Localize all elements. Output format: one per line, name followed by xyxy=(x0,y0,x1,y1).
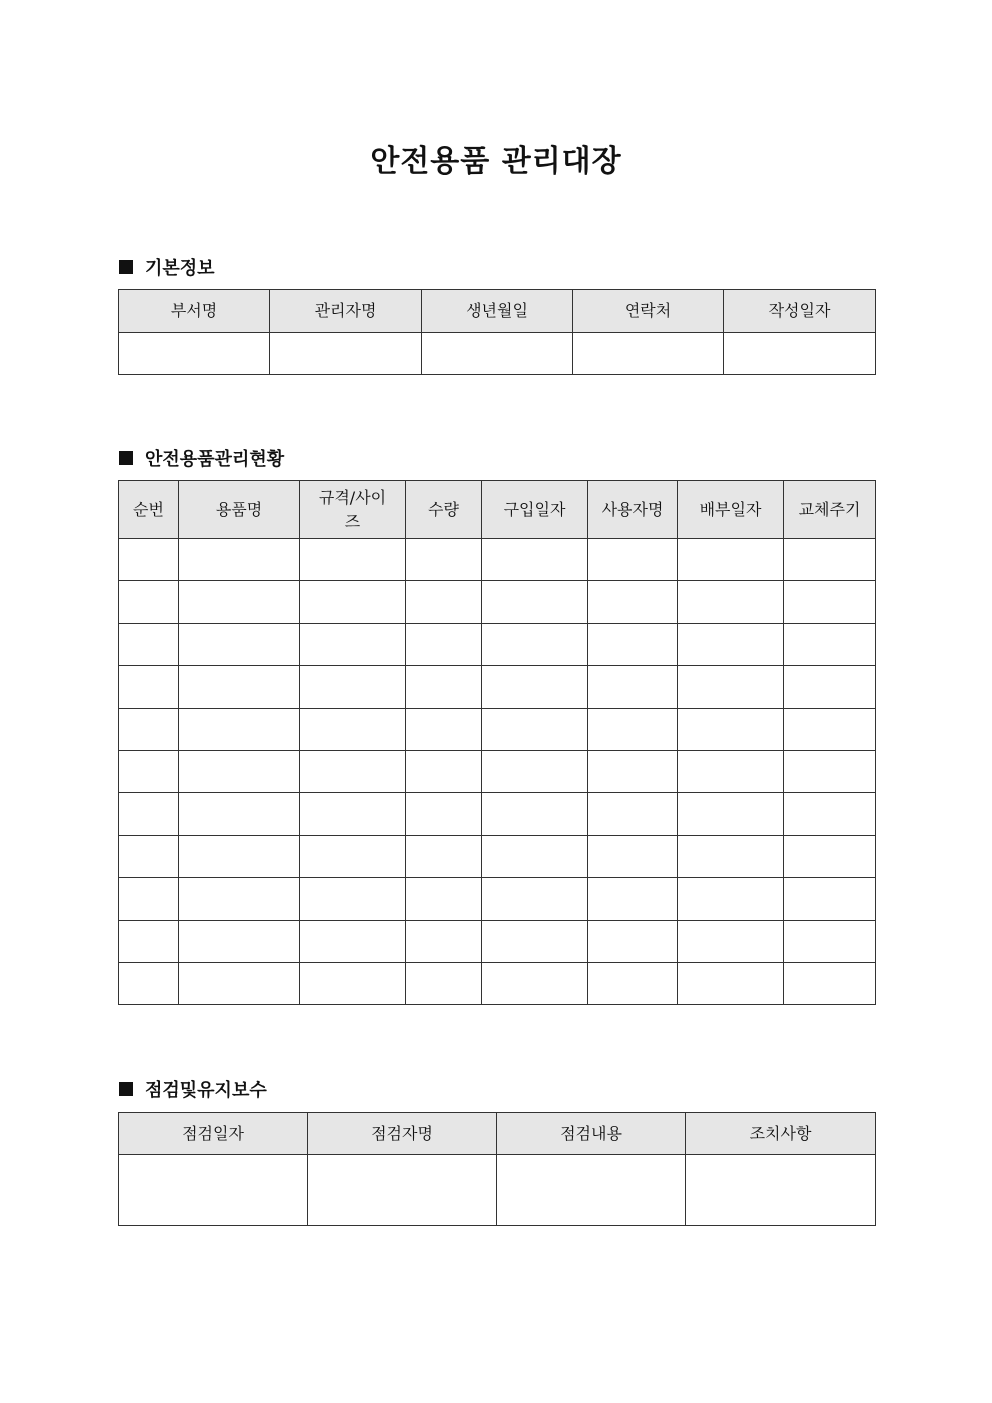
table-cell[interactable] xyxy=(784,539,876,581)
table-cell[interactable] xyxy=(482,539,588,581)
table-cell[interactable] xyxy=(678,793,784,835)
table-cell[interactable] xyxy=(588,962,678,1004)
table-cell[interactable] xyxy=(588,623,678,665)
table-row xyxy=(119,581,876,623)
table-cell[interactable] xyxy=(308,1155,497,1226)
column-header: 교체주기 xyxy=(784,481,876,539)
column-header: 부서명 xyxy=(119,290,270,333)
header-row xyxy=(119,481,876,539)
column-header: 점검일자 xyxy=(119,1113,308,1155)
square-bullet-icon xyxy=(119,451,133,465)
table-cell[interactable] xyxy=(119,920,179,962)
table-cell[interactable] xyxy=(119,581,179,623)
column-header: 사용자명 xyxy=(588,481,678,539)
table-cell[interactable] xyxy=(406,835,482,877)
section-heading: 기본정보 xyxy=(145,258,215,279)
column-header: 용품명 xyxy=(179,481,300,539)
column-header: 순번 xyxy=(119,481,179,539)
table-cell[interactable] xyxy=(179,878,300,920)
table-cell[interactable] xyxy=(678,962,784,1004)
column-header: 점검자명 xyxy=(308,1113,497,1155)
table-cell[interactable] xyxy=(482,962,588,1004)
table-cell[interactable] xyxy=(300,539,406,581)
table-cell[interactable] xyxy=(119,835,179,877)
table-cell[interactable] xyxy=(179,962,300,1004)
table-cell[interactable] xyxy=(482,666,588,708)
table-cell[interactable] xyxy=(678,920,784,962)
table-row xyxy=(119,962,876,1004)
table-cell[interactable] xyxy=(300,623,406,665)
table-cell[interactable] xyxy=(573,333,724,375)
section-heading: 안전용품관리현황 xyxy=(145,449,285,470)
table-cell[interactable] xyxy=(784,623,876,665)
table-cell[interactable] xyxy=(179,708,300,750)
table-cell[interactable] xyxy=(482,708,588,750)
table-cell[interactable] xyxy=(482,750,588,792)
table-cell[interactable] xyxy=(784,920,876,962)
table-cell[interactable] xyxy=(678,708,784,750)
table-cell[interactable] xyxy=(678,750,784,792)
table-cell[interactable] xyxy=(119,878,179,920)
table-cell[interactable] xyxy=(119,333,270,375)
table-cell[interactable] xyxy=(179,835,300,877)
table-cell[interactable] xyxy=(179,793,300,835)
management-table xyxy=(118,480,876,1005)
table-cell[interactable] xyxy=(179,623,300,665)
table-cell[interactable] xyxy=(422,333,573,375)
table-cell[interactable] xyxy=(678,835,784,877)
table-cell[interactable] xyxy=(406,920,482,962)
table-cell[interactable] xyxy=(270,333,422,375)
column-header: 작성일자 xyxy=(724,290,876,333)
table-cell[interactable] xyxy=(482,835,588,877)
table-cell[interactable] xyxy=(678,539,784,581)
column-header: 관리자명 xyxy=(270,290,422,333)
table-cell[interactable] xyxy=(179,581,300,623)
management-table-body xyxy=(119,539,876,1005)
table-row xyxy=(119,623,876,665)
table-row xyxy=(119,666,876,708)
table-cell[interactable] xyxy=(588,539,678,581)
table-cell[interactable] xyxy=(482,793,588,835)
table-cell[interactable] xyxy=(119,708,179,750)
table-cell[interactable] xyxy=(300,835,406,877)
table-row xyxy=(119,750,876,792)
table-cell[interactable] xyxy=(179,539,300,581)
header-row xyxy=(119,1113,876,1155)
table-cell[interactable] xyxy=(119,666,179,708)
table-cell[interactable] xyxy=(588,750,678,792)
table-cell[interactable] xyxy=(300,878,406,920)
table-cell[interactable] xyxy=(678,581,784,623)
table-cell[interactable] xyxy=(588,920,678,962)
table-cell[interactable] xyxy=(482,920,588,962)
table-cell[interactable] xyxy=(588,708,678,750)
section-basic-info xyxy=(119,254,215,280)
table-cell[interactable] xyxy=(588,666,678,708)
table-cell[interactable] xyxy=(300,581,406,623)
table-cell[interactable] xyxy=(482,623,588,665)
table-cell[interactable] xyxy=(588,581,678,623)
table-cell[interactable] xyxy=(300,708,406,750)
table-cell[interactable] xyxy=(482,878,588,920)
table-cell[interactable] xyxy=(784,878,876,920)
table-cell[interactable] xyxy=(406,962,482,1004)
table-cell[interactable] xyxy=(784,962,876,1004)
table-cell[interactable] xyxy=(406,623,482,665)
table-cell[interactable] xyxy=(406,708,482,750)
page-title: 안전용품 관리대장 xyxy=(370,144,622,179)
table-cell[interactable] xyxy=(119,623,179,665)
table-cell[interactable] xyxy=(678,878,784,920)
table-row xyxy=(119,920,876,962)
table-cell[interactable] xyxy=(497,1155,686,1226)
table-cell[interactable] xyxy=(724,333,876,375)
table-cell[interactable] xyxy=(179,750,300,792)
column-header: 규격/사이즈 xyxy=(300,481,406,539)
table-cell[interactable] xyxy=(406,878,482,920)
table-row xyxy=(119,878,876,920)
table-cell[interactable] xyxy=(406,539,482,581)
column-header: 조치사항 xyxy=(686,1113,876,1155)
square-bullet-icon xyxy=(119,1082,133,1096)
table-row xyxy=(119,539,876,581)
table-row xyxy=(119,1155,876,1226)
table-cell[interactable] xyxy=(119,750,179,792)
table-cell[interactable] xyxy=(300,962,406,1004)
table-cell[interactable] xyxy=(588,835,678,877)
table-cell[interactable] xyxy=(784,708,876,750)
table-cell[interactable] xyxy=(406,666,482,708)
table-cell[interactable] xyxy=(784,750,876,792)
table-cell[interactable] xyxy=(678,623,784,665)
section-management xyxy=(119,445,284,471)
table-cell[interactable] xyxy=(300,793,406,835)
table-cell[interactable] xyxy=(784,835,876,877)
table-cell[interactable] xyxy=(179,920,300,962)
table-row xyxy=(119,333,876,375)
table-cell[interactable] xyxy=(179,666,300,708)
square-bullet-icon xyxy=(119,260,133,274)
basic-info-table xyxy=(118,289,876,375)
table-row xyxy=(119,708,876,750)
column-header: 구입일자 xyxy=(482,481,588,539)
section-heading: 점검및유지보수 xyxy=(145,1080,267,1101)
table-row xyxy=(119,793,876,835)
table-cell[interactable] xyxy=(784,581,876,623)
table-cell[interactable] xyxy=(119,539,179,581)
table-cell[interactable] xyxy=(119,793,179,835)
header-row xyxy=(119,290,876,333)
table-cell[interactable] xyxy=(300,920,406,962)
section-maintenance xyxy=(119,1076,267,1102)
table-cell[interactable] xyxy=(482,581,588,623)
table-cell[interactable] xyxy=(686,1155,876,1226)
table-cell[interactable] xyxy=(406,581,482,623)
table-cell[interactable] xyxy=(784,666,876,708)
table-cell[interactable] xyxy=(406,750,482,792)
table-cell[interactable] xyxy=(300,750,406,792)
column-header: 생년월일 xyxy=(422,290,573,333)
table-cell[interactable] xyxy=(300,666,406,708)
table-cell[interactable] xyxy=(588,793,678,835)
table-cell[interactable] xyxy=(588,878,678,920)
table-cell[interactable] xyxy=(406,793,482,835)
column-header: 수량 xyxy=(406,481,482,539)
table-cell[interactable] xyxy=(119,962,179,1004)
column-header: 연락처 xyxy=(573,290,724,333)
table-cell[interactable] xyxy=(119,1155,308,1226)
maintenance-table xyxy=(118,1112,876,1226)
table-cell[interactable] xyxy=(784,793,876,835)
column-header: 배부일자 xyxy=(678,481,784,539)
column-header: 점검내용 xyxy=(497,1113,686,1155)
table-cell[interactable] xyxy=(678,666,784,708)
table-row xyxy=(119,835,876,877)
